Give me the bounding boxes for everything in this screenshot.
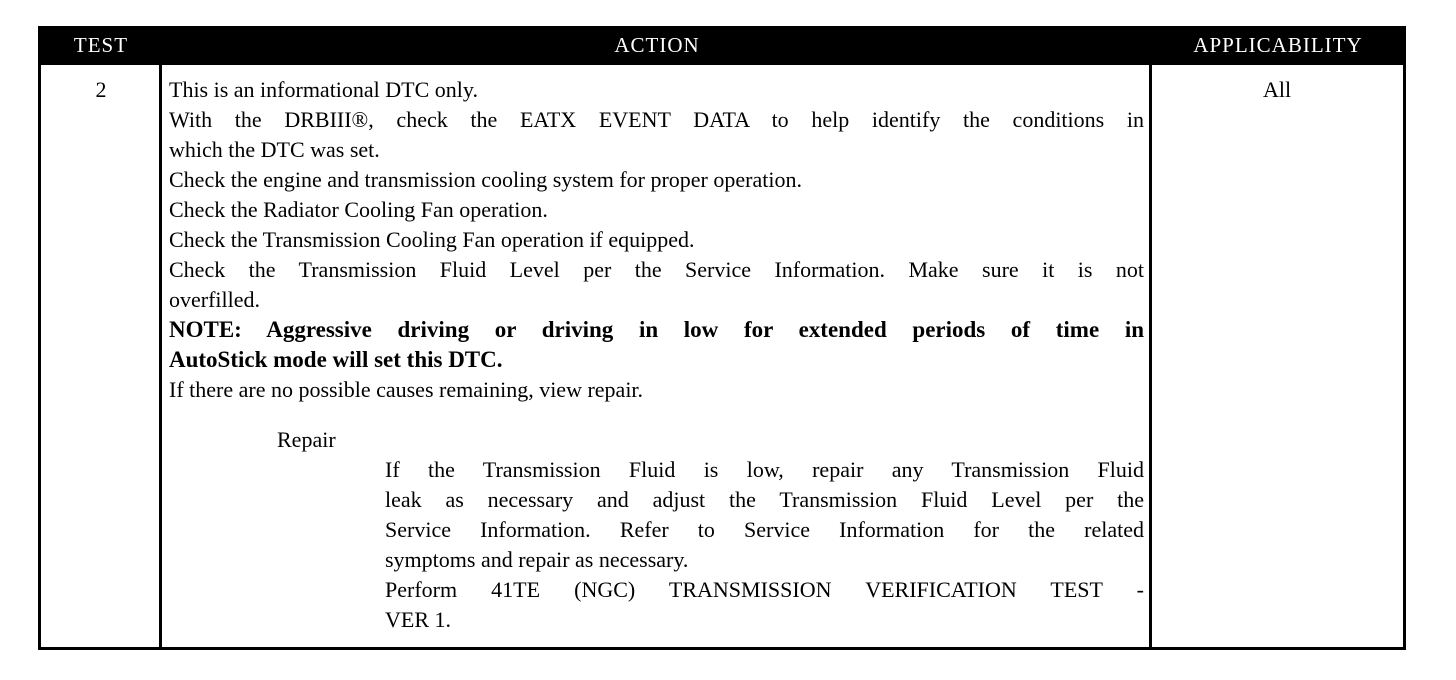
note-line: AutoStick mode will set this DTC. [169,347,503,372]
repair-line: VER 1. [385,607,451,632]
action-line: which the DTC was set. [169,137,380,162]
action-line: Check the Transmission Cooling Fan operation if equipped. [169,227,695,252]
repair-line: If the Transmission Fluid is low, repair any Transmission Fluid [385,457,1144,482]
test-number: 2 [95,77,107,102]
action-line: Check the Radiator Cooling Fan operation. [169,197,548,222]
repair-line: leak as necessary and adjust the Transmission Fluid Level per the [385,487,1144,512]
repair-line: Service Information. Refer to Service Information for the related [385,517,1144,542]
note-line: NOTE: Aggressive driving or driving in low for extended periods of time in [169,317,1144,342]
action-text [169,75,1144,405]
repair-line: symptoms and repair as necessary. [385,547,689,572]
header-applicability: APPLICABILITY [1193,33,1363,57]
table-header [41,29,1403,65]
diagnostic-table [38,26,1406,650]
action-line: Check the Transmission Fluid Level per the Service Information. Make sure it is not [169,257,1144,282]
repair-label: Repair [277,427,336,452]
final-instruction: If there are no possible causes remaining, view repair. [169,377,644,402]
repair-text [385,455,1144,635]
header-action: ACTION [614,33,700,57]
action-line: overfilled. [169,287,261,312]
column-divider [1149,65,1152,647]
applicability-value: All [1262,77,1292,102]
action-line: With the DRBIII®, check the EATX EVENT DATA to help identify the conditions in [169,107,1144,132]
action-line: Check the engine and transmission cooling system for proper operation. [169,167,802,192]
header-test: TEST [73,33,129,57]
action-line: This is an informational DTC only. [169,77,478,102]
repair-line: Perform 41TE (NGC) TRANSMISSION VERIFICATION TEST - [385,577,1144,602]
column-divider [159,65,162,647]
